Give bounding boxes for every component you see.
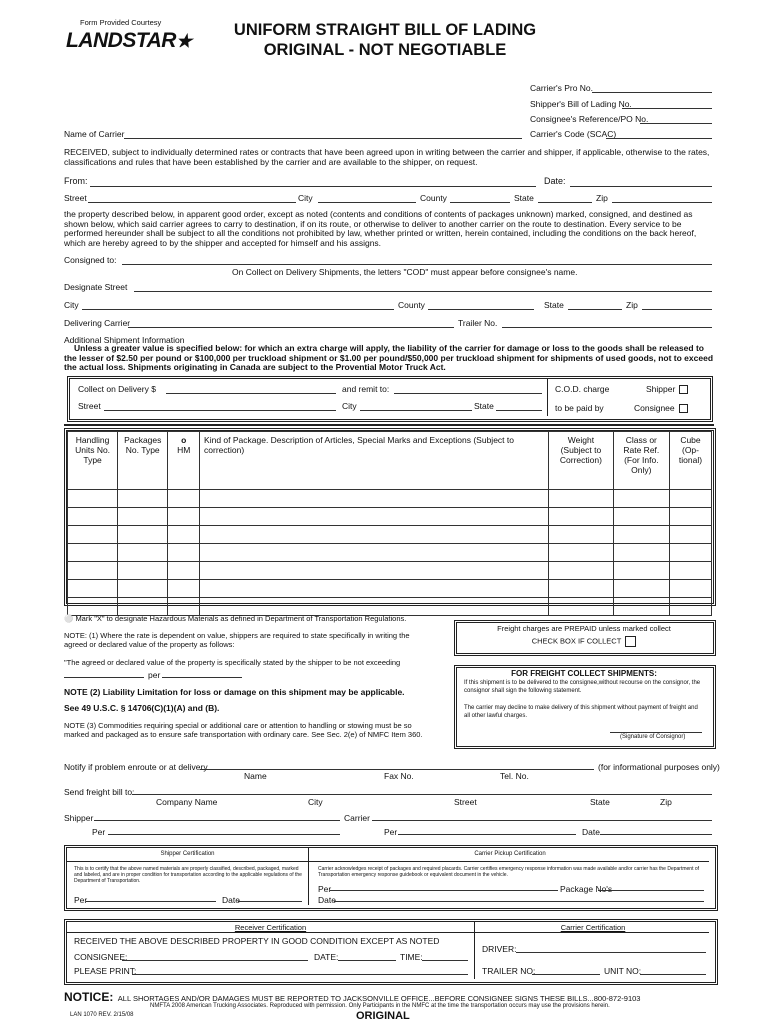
goods-cell[interactable] [549,526,614,544]
please-print-field[interactable] [132,974,468,975]
shipper-sign-field[interactable] [94,820,340,821]
goods-cell[interactable] [549,508,614,526]
col-description: Kind of Package. Description of Articles, Special Marks and Exceptions (Subject to correction) [200,432,549,490]
goods-cell[interactable] [549,598,614,616]
goods-cell[interactable] [168,598,200,616]
goods-cell[interactable] [613,526,669,544]
consignee-pays-label: Consignee [634,403,675,413]
hazmat-note [64,614,406,623]
scac-field[interactable] [606,138,712,139]
goods-row [68,562,712,580]
goods-cell[interactable] [68,544,118,562]
goods-cell[interactable] [168,580,200,598]
goods-cell[interactable] [118,598,168,616]
goods-cell[interactable] [200,526,549,544]
driver-field[interactable] [516,952,706,953]
goods-cell[interactable] [669,562,711,580]
goods-cell[interactable] [118,562,168,580]
collect-check[interactable] [460,636,708,647]
carrier-cert-date-label: Date [318,895,336,905]
goods-cell[interactable] [549,580,614,598]
section-rule [64,424,714,426]
cod-state-label: State [474,401,494,411]
cert-trailer-field[interactable] [532,974,600,975]
goods-row [68,508,712,526]
receiver-date-field[interactable] [338,960,396,961]
received-text: RECEIVED, subject to individually determined rates or contracts that have been agreed upon in writing between the carrier and shipper, if applicable, otherwise to the rates, classifications and rules that have been established by the carrier and are available to the shipper, on request. [64,147,710,167]
original-stamp: ORIGINAL [356,1010,410,1022]
delivering-carrier-field[interactable] [128,327,454,328]
goods-row [68,580,712,598]
title-line-2: ORIGINAL - NOT NEGOTIABLE [263,41,507,59]
consignee-city-label: City [64,300,79,310]
shipper-pays-option[interactable] [646,384,688,394]
consignee-county-label: County [398,300,425,310]
goods-cell[interactable] [669,526,711,544]
consignee-state-field[interactable] [568,309,622,310]
street-label: Street [64,193,87,203]
bill-city-label: City [308,797,323,807]
goods-cell[interactable] [613,544,669,562]
property-text: the property described below, in apparent good order, except as noted (contents and conditions of contents of packages unknown) marked, consigned, and destined as shown below, which said carrier agrees to carry to destination, if on its route, or otherwise to deliver to another carrier on the route to destination. Every service to be performed hereunder shall be subject to all the conditions not prohibited by law, whether printed or written, herein contained, including the conditions on the back hereof, which are hereby agreed to by the shipper and accepted for himself and his assigns. [64,209,697,248]
cod-box [67,376,713,422]
cod-note: On Collect on Delivery Shipments, the letters "COD" must appear before consignee's name. [232,267,578,277]
hazmat-note-text: Mark "X" to designate Hazardous Materials as defined in Department of Transportation Regulations. [75,614,407,623]
goods-cell[interactable] [168,490,200,508]
carrier-cert-per-field[interactable] [330,890,558,891]
shipper-cert-text: This is to certify that the above named materials are properly classified, described, packaged, marked and labeled, and are in proper condition for transportation according to the applicable regulations of the Department of Transportation. [74,866,302,884]
goods-row [68,526,712,544]
remit-to-label: and remit to: [342,384,390,394]
shipper-sign-label: Shipper [64,813,94,823]
packages-field[interactable] [598,890,704,891]
consigned-to-label: Consigned to: [64,255,117,265]
paid-by-label: to be paid by [555,403,604,413]
notify-fax-label: Fax No. [384,771,414,781]
unit-no-field[interactable] [640,974,706,975]
goods-cell[interactable] [168,508,200,526]
notify-tel-label: Tel. No. [500,771,529,781]
goods-cell[interactable] [68,562,118,580]
receiver-consignee-label: CONSIGNEE: [74,952,128,962]
goods-cell[interactable] [118,580,168,598]
carrier-date-field[interactable] [600,834,712,835]
declared-per-field[interactable] [162,677,242,678]
freight-collect-title: FOR FREIGHT COLLECT SHIPMENTS: [511,669,657,678]
prepaid-text: Freight charges are PREPAID unless marked collect [497,624,671,633]
logo-text: LANDSTAR [66,29,176,52]
receiver-time-field[interactable] [422,960,468,961]
goods-cell[interactable] [613,598,669,616]
carrier-date-label: Date [582,827,600,837]
notice-text: ALL SHORTAGES AND/OR DAMAGES MUST BE REPORTED TO JACKSONVILLE OFFICE...BEFORE CONSIGNEE SIGNS THESE BILLS...800-872-9103 [117,994,641,1003]
cod-divider [547,378,548,416]
designate-street-label: Designate Street [64,282,128,292]
goods-cell[interactable] [200,508,549,526]
goods-cell[interactable] [168,526,200,544]
carrier-per-field[interactable] [398,834,576,835]
state-field[interactable] [538,202,592,203]
consignee-zip-field[interactable] [642,309,712,310]
consigned-to-field[interactable] [122,264,712,265]
zip-field[interactable] [612,202,712,203]
cod-street-label: Street [78,401,101,411]
shipper-cert-date-label: Date [222,895,240,905]
county-field[interactable] [450,202,510,203]
cert-trailer-label: TRAILER NO: [482,966,536,976]
goods-cell[interactable] [200,580,549,598]
designate-street-field[interactable] [134,291,712,292]
goods-cell[interactable] [613,490,669,508]
goods-cell[interactable] [613,508,669,526]
goods-cell[interactable] [669,544,711,562]
receiver-divider [474,921,475,979]
carrier-sign-label: Carrier [344,813,370,823]
city-field[interactable] [318,202,416,203]
note-3: NOTE (3) Commodities requiring special or additional care or attention to handling or stowing must be so marked and packaged as to ensure safe transportation with ordinary care. See Sec. 2(e) of NMFC Item 360. [64,721,423,739]
consignee-ref-label: Consignee's Reference/PO No. [530,114,649,124]
bill-street-label: Street [454,797,477,807]
goods-cell[interactable] [613,562,669,580]
notify-label: Notify if problem enroute or at delivery [64,762,208,772]
freight-collect-text-2: The carrier may decline to make delivery of this shipment without payment of freight and all other lawful charges. [464,705,698,719]
col-packages: Packages No. Type [118,432,168,490]
goods-cell[interactable] [669,598,711,616]
goods-cell[interactable] [68,526,118,544]
goods-cell[interactable] [68,598,118,616]
date-field[interactable] [570,186,712,187]
state-label: State [514,193,534,203]
send-bill-field[interactable] [132,794,712,795]
bill-state-label: State [590,797,610,807]
goods-cell[interactable] [168,562,200,580]
carrier-cert-per-label: Per [318,884,332,894]
goods-cell[interactable] [118,544,168,562]
delivering-carrier-label: Delivering Carrier [64,318,131,328]
col-cube: Cube (Op-tional) [669,432,711,490]
notice-label: NOTICE: [64,990,114,1004]
col-hm [168,432,200,490]
remit-to-field[interactable] [394,393,542,394]
shipper-per-field[interactable] [108,834,340,835]
goods-row [68,544,712,562]
carrier-per-label: Per [384,827,398,837]
collect-checkbox[interactable] [625,636,636,647]
goods-cell[interactable] [200,562,549,580]
collect-on-delivery-label: Collect on Delivery $ [78,384,156,394]
goods-cell[interactable] [549,490,614,508]
hm-symbol: o [181,435,187,445]
goods-row [68,598,712,616]
send-bill-label: Send freight bill to: [64,787,135,797]
goods-table [67,431,712,616]
consignee-state-label: State [544,300,564,310]
from-field[interactable] [90,186,536,187]
goods-cell[interactable] [168,544,200,562]
packages-label: Package No's [560,884,613,894]
shipper-cert-date-field[interactable] [238,901,302,902]
col-handling-units: Handling Units No. Type [68,432,118,490]
goods-cell[interactable] [200,598,549,616]
notify-name-label: Name [244,771,267,781]
form-number: LAN 1070 REV. 2/15/08 [70,1012,134,1018]
carrier-cert-date-field[interactable] [334,901,704,902]
courtesy-text: Form Provided Courtesy [80,18,162,27]
goods-cell[interactable] [118,490,168,508]
county-label: County [420,193,447,203]
scac-label: Carrier's Code (SCAC) [530,129,617,139]
collect-check-label: CHECK BOX IF COLLECT [531,636,622,646]
name-of-carrier-label: Name of Carrier [64,129,125,139]
cod-charge-label: C.O.D. charge [555,384,610,394]
landstar-logo [66,29,192,53]
goods-cell[interactable] [200,490,549,508]
receiver-date-label: DATE: [314,952,339,962]
please-print-label: PLEASE PRINT: [74,966,137,976]
col-weight: Weight (Subject to Correction) [549,432,614,490]
signature-label: (Signature of Consignor) [620,734,686,740]
agreed-value-text: "The agreed or declared value of the property is specifically stated by the shipper to be not exceeding [64,658,401,667]
bill-zip-label: Zip [660,797,672,807]
consignee-ref-field[interactable] [640,123,712,124]
hm-label: HM [177,445,191,455]
consignor-signature-field[interactable] [610,732,702,733]
goods-cell[interactable] [118,508,168,526]
cod-city-label: City [342,401,357,411]
cod-state-field[interactable] [496,410,542,411]
received-statement: RECEIVED THE ABOVE DESCRIBED PROPERTY IN GOOD CONDITION EXCEPT AS NOTED [74,936,440,946]
goods-cell[interactable] [669,508,711,526]
nmfta-text: NMFTA 2008 American Trucking Associates. Reproduced with permission. Only Participants in the NMFC at the time the transportation occurs may use the provisions herein. [150,1003,610,1009]
cod-city-field[interactable] [360,410,472,411]
trailer-no-label: Trailer No. [458,318,498,328]
note-2: NOTE (2) Liability Limitation for loss or damage on this shipment may be applicable. [64,687,405,697]
notify-field[interactable] [200,769,594,770]
goods-cell[interactable] [549,544,614,562]
goods-cell[interactable] [200,544,549,562]
per-label: per [148,670,161,680]
info-purposes: (for informational purposes only) [598,762,720,772]
liability-text: Unless a greater value is specified below: for which an extra charge will apply, the liability of the carrier for damage or loss to the goods shall be released to the lesser of $2.50 per pound or $100,000 per truckload shipment or $1.00 per pound/$50,000 per truckload shipment for shipments of used goods, not to exceed the actual loss. Shipments originating in Canada are subject to the Provential Motor Truck Act. [64,343,714,372]
additional-info-label: Additional Shipment Information [64,335,185,345]
cod-street-field[interactable] [104,410,336,411]
carrier-cert-text: Carrier acknowledges receipt of packages and required placards. Carrier certifies emergency response information was made available and/or carrier has the Department of Transportation emergency response guidebook or equivalent document in the vehicle. [318,866,700,878]
goods-row [68,490,712,508]
shipper-per-label: Per [92,827,106,837]
goods-cell[interactable] [613,580,669,598]
zip-label: Zip [596,193,608,203]
shipper-cert-per-field[interactable] [86,901,216,902]
cert-divider [308,847,309,905]
declared-value-field[interactable] [64,677,144,678]
street-field[interactable] [88,202,296,203]
pro-field[interactable] [592,92,712,93]
freight-collect-text-1: If this shipment is to be delivered to the consignee,without recourse on the consignor, the consignor shall sign the following statement. [464,680,701,694]
date-label: Date: [544,176,566,186]
consignee-zip-label: Zip [626,300,638,310]
goods-cell[interactable] [68,490,118,508]
bill-company-label: Company Name [156,797,218,807]
receiver-consignee-field[interactable] [122,960,308,961]
carrier-sign-field[interactable] [372,820,712,821]
title-line-1: UNIFORM STRAIGHT BILL OF LADING [233,21,537,39]
col-class: Class or Rate Ref. (For Info. Only) [613,432,669,490]
carrier-cert-title: Carrier Pickup Certification [474,851,546,857]
goods-cell[interactable] [118,526,168,544]
city-label: City [298,193,313,203]
name-of-carrier-field[interactable] [124,138,522,139]
goods-cell[interactable] [68,580,118,598]
goods-cell[interactable] [549,562,614,580]
goods-cell[interactable] [669,580,711,598]
shipper-bol-field[interactable] [622,108,712,109]
star-icon: ★ [175,31,192,51]
shipper-pays-checkbox[interactable] [679,385,688,394]
unit-no-label: UNIT NO: [604,966,642,976]
consignee-pays-option[interactable] [634,403,688,413]
pro-label: Carrier's Pro No. [530,83,594,93]
consignee-city-field[interactable] [82,309,394,310]
receiver-time-label: TIME: [400,952,423,962]
consignee-county-field[interactable] [428,309,534,310]
collect-on-delivery-field[interactable] [166,393,336,394]
shipper-cert-title: Shipper Certification [160,851,215,857]
consignee-pays-checkbox[interactable] [679,404,688,413]
shipper-cert-per-label: Per [74,895,88,905]
receiver-header-rule [67,932,709,933]
goods-cell[interactable] [669,490,711,508]
carrier-certification-title: Carrier Certification [560,923,626,932]
from-label: From: [64,176,88,186]
shipper-pays-label: Shipper [646,384,676,394]
note-1: NOTE: (1) Where the rate is dependent on value, shippers are required to state specifically in writing the agreed or declared value of the property as follows: [64,631,410,649]
driver-label: DRIVER: [482,944,517,954]
receiver-cert-title: Receiver Certification [234,923,307,932]
trailer-no-field[interactable] [502,327,712,328]
hm-note-icon: ⚪ [64,614,76,623]
usc-ref: See 49 U.S.C. § 14706(C)(1)(A) and (B). [64,703,220,713]
shipper-bol-label: Shipper's Bill of Lading No. [530,99,632,109]
cert-header-rule [67,861,709,862]
goods-cell[interactable] [68,508,118,526]
form-title [200,20,570,60]
